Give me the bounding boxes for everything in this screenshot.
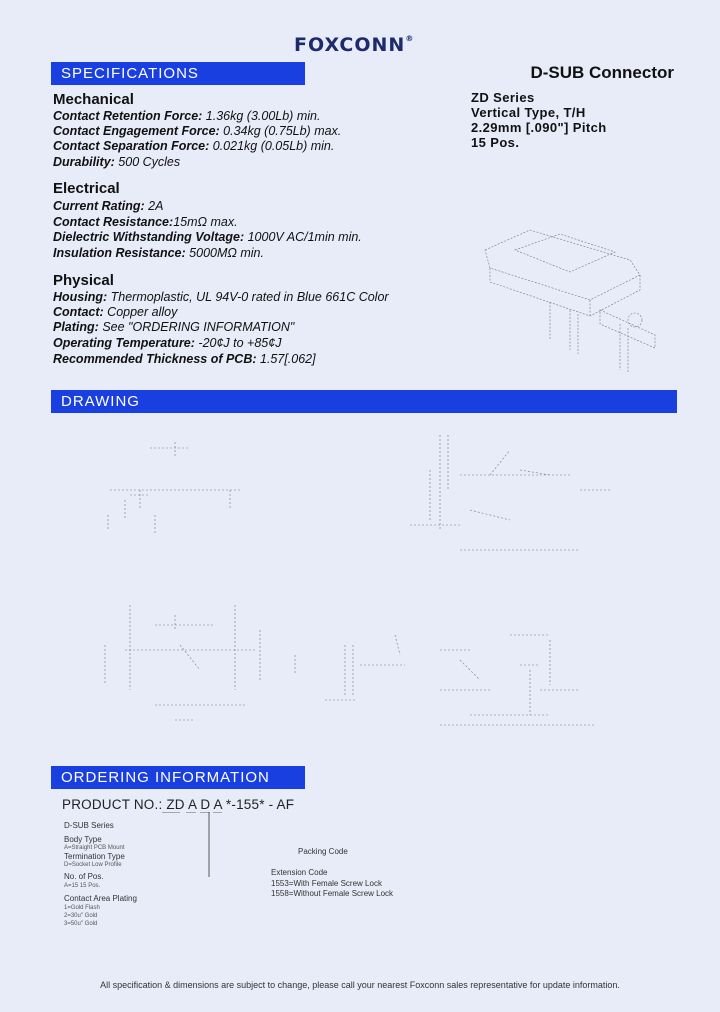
spec-label: Recommended Thickness of PCB: (53, 352, 257, 366)
electrical-heading: Electrical (53, 180, 120, 197)
spec-line (53, 305, 177, 319)
spec-line (53, 124, 341, 138)
registered-mark: ® (405, 34, 415, 43)
plating-option: 3=50u" Gold (64, 921, 98, 927)
plating-option: 2=30u" Gold (64, 913, 98, 919)
spec-line (53, 246, 264, 260)
document-title: D-SUB Connector (530, 63, 674, 82)
extension-option: 1558=Without Female Screw Lock (271, 889, 394, 898)
spec-label: Durability: (53, 155, 115, 169)
spec-label: Contact Resistance: (53, 215, 174, 229)
footer-disclaimer: All specification & dimensions are subject to change, please call your nearest Foxconn sales representative for update information. (100, 980, 620, 990)
spec-value: 5000MΩ min. (185, 246, 264, 260)
connector-isometric-drawing (470, 220, 680, 380)
specifications-header: SPECIFICATIONS (51, 62, 305, 85)
spec-label: Contact: (53, 305, 104, 319)
drawing-header: DRAWING (51, 390, 677, 413)
spec-label: Insulation Resistance: (53, 246, 186, 260)
contact-plating-label: Contact Area Plating (64, 894, 137, 903)
spec-label: Contact Retention Force: (53, 109, 203, 123)
body-type-option: A=Straight PCB Mount (64, 845, 125, 851)
dsub-series-label: D-SUB Series (64, 821, 114, 830)
spec-line (53, 215, 238, 229)
series-line: 15 Pos. (471, 135, 520, 150)
spec-value: 15mΩ max. (173, 215, 238, 229)
spec-line (53, 230, 362, 244)
spec-label: Plating: (53, 320, 99, 334)
no-of-pos-option: A=15 15 Pos. (64, 883, 101, 889)
mechanical-heading: Mechanical (53, 91, 134, 108)
spec-label: Housing: (53, 290, 108, 304)
termination-type-option: D=Socket Low Profile (64, 862, 122, 868)
spec-line (53, 139, 334, 153)
series-line: 2.29mm [.090"] Pitch (471, 120, 607, 135)
packing-code-label: Packing Code (298, 847, 348, 856)
spec-value: 0.34kg (0.75Lb) max. (219, 124, 342, 138)
spec-label: Operating Temperature: (53, 336, 195, 350)
spec-line (53, 155, 180, 169)
spec-value: 0.021kg (0.05Lb) min. (209, 139, 335, 153)
ordering-header: ORDERING INFORMATION (51, 766, 305, 789)
extension-code-label: Extension Code (271, 868, 328, 877)
spec-value: 500 Cycles (114, 155, 181, 169)
spec-value: -20¢J to +85¢J (194, 336, 282, 350)
spec-line (53, 290, 389, 304)
series-line: ZD Series (471, 90, 535, 105)
foxconn-logo (294, 34, 414, 56)
spec-line (53, 109, 320, 123)
spec-line (53, 199, 163, 213)
spec-value: Thermoplastic, UL 94V-0 rated in Blue 661C Color (107, 290, 389, 304)
plating-option: 1=Gold Flash (64, 905, 100, 911)
spec-label: Contact Separation Force: (53, 139, 210, 153)
spec-value: 1.36kg (3.00Lb) min. (202, 109, 321, 123)
termination-type-label: Termination Type (64, 852, 125, 861)
extension-option: 1553=With Female Screw Lock (271, 879, 382, 888)
spec-line (53, 320, 294, 334)
body-type-label: Body Type (64, 835, 102, 844)
product-number: PRODUCT NO.: ZD A D A *-155* - AF (62, 797, 295, 812)
series-info (471, 90, 607, 150)
drawing-section-view (285, 625, 425, 720)
logo-text: FOXCONN (294, 34, 406, 56)
spec-value: See "ORDERING INFORMATION" (98, 320, 295, 334)
drawing-side-view (400, 430, 620, 560)
spec-value: 2A (144, 199, 164, 213)
drawing-pcb-layout (430, 625, 600, 735)
spec-line (53, 336, 281, 350)
drawing-top-view (100, 440, 250, 540)
spec-label: Current Rating: (53, 199, 145, 213)
series-line: Vertical Type, T/H (471, 105, 586, 120)
physical-heading: Physical (53, 272, 114, 289)
no-of-pos-label: No. of Pos. (64, 872, 104, 881)
spec-label: Dielectric Withstanding Voltage: (53, 230, 245, 244)
spec-label: Contact Engagement Force: (53, 124, 220, 138)
spec-value: Copper alloy (103, 305, 178, 319)
drawing-front-view (95, 600, 275, 740)
spec-line (53, 352, 316, 366)
spec-value: 1000V AC/1min min. (244, 230, 362, 244)
spec-value: 1.57[.062] (256, 352, 316, 366)
